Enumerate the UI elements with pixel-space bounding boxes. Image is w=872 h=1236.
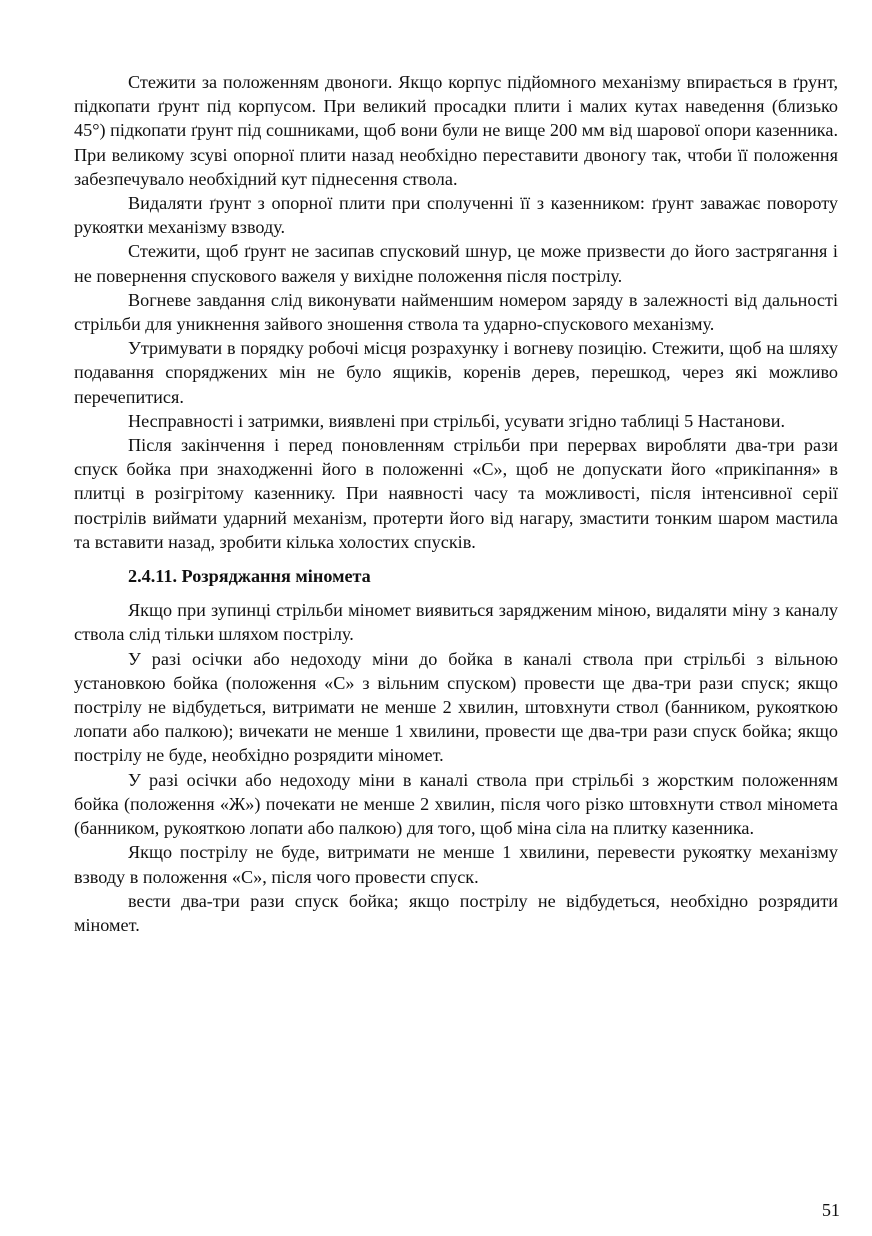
paragraph: вести два-три рази спуск бойка; якщо пострілу не відбудеться, необхідно розрядити міномет. [74,890,838,935]
paragraph: Видаляти ґрунт з опорної плити при сполученні її з казенником: ґрунт заважає повороту рукоятки механізму взводу. [74,193,838,238]
paragraph: Після закінчення і перед поновленням стрільби при перервах виробляти два-три рази спуск бойка при знаходженні його в положенні «С», щоб не допускати його «прикіпання» в плитці в розігрітому казеннику. При наявності часу та можливості, після інтенсивної серії пострілів виймати ударний механізм, протерти його від нагару, змастити тонким шаром мастила та вставити назад, зробити кілька холостих спусків. [74,435,838,552]
paragraph: Якщо пострілу не буде, витримати не менше 1 хвилини, перевести рукоятку механізму взводу в положення «С», після чого провести спуск. [74,842,838,887]
page-number: 51 [821,1200,840,1220]
paragraph: Утримувати в порядку робочі місця розрахунку і вогневу позицію. Стежити, щоб на шляху подавання споряджених мін не було ящиків, коренів дерев, перешкод, через які можливо перечепитися. [74,338,838,407]
paragraph: Стежити, щоб ґрунт не засипав спусковий шнур, це може призвести до його застрягання і не повернення спускового важеля у вихідне положення після пострілу. [74,241,838,286]
paragraph: У разі осічки або недоходу міни в каналі ствола при стрільбі з жорстким положенням бойка (положення «Ж») почекати не менше 2 хвилин, після чого різко штовхнути ствол міномета (банником, рукояткою лопати або палкою) для того, щоб міна сіла на плитку казенника. [74,769,838,839]
paragraph: Несправності і затримки, виявлені при стрільбі, усувати згідно таблиці 5 Настанови. [128,410,786,431]
page-body [74,70,838,937]
paragraph: Вогневе завдання слід виконувати найменшим номером заряду в залежності від дальності стрільби для уникнення зайвого зношення ствола та ударно-спускового механізму. [74,289,838,335]
section-heading: 2.4.11. Розряджання міномета [128,566,371,587]
paragraph: Якщо при зупинці стрільби міномет виявиться зарядженим міною, видаляти міну з каналу ствола слід тільки шляхом пострілу. [74,600,838,645]
paragraph: Стежити за положенням двоноги. Якщо корпус підйомного механізму впирається в ґрунт, підкопати ґрунт під корпусом. При великий просадки плити і малих кутах наведення (близько 45°) підкопати ґрунт під сошниками, щоб вони були не вище 200 мм від шарової опори казенника. При великому зсуві опорної плити назад необхідно переставити двоногу так, чтоби її положення забезпечувало необхідний кут піднесення ствола. [74,72,838,189]
paragraph: У разі осічки або недоходу міни до бойка в каналі ствола при стрільбі з вільною установкою бойка (положення «С» з вільним спуском) провести ще два-три рази спуск; якщо пострілу не відбудеться, витримати не менше 2 хвилин, штовхнути ствол (банником, рукояткою лопати або палкою); вичекати не менше 1 хвилини, провести ще два-три рази спуск бойка; якщо пострілу не буде, необхідно розрядити міномет. [74,648,838,766]
